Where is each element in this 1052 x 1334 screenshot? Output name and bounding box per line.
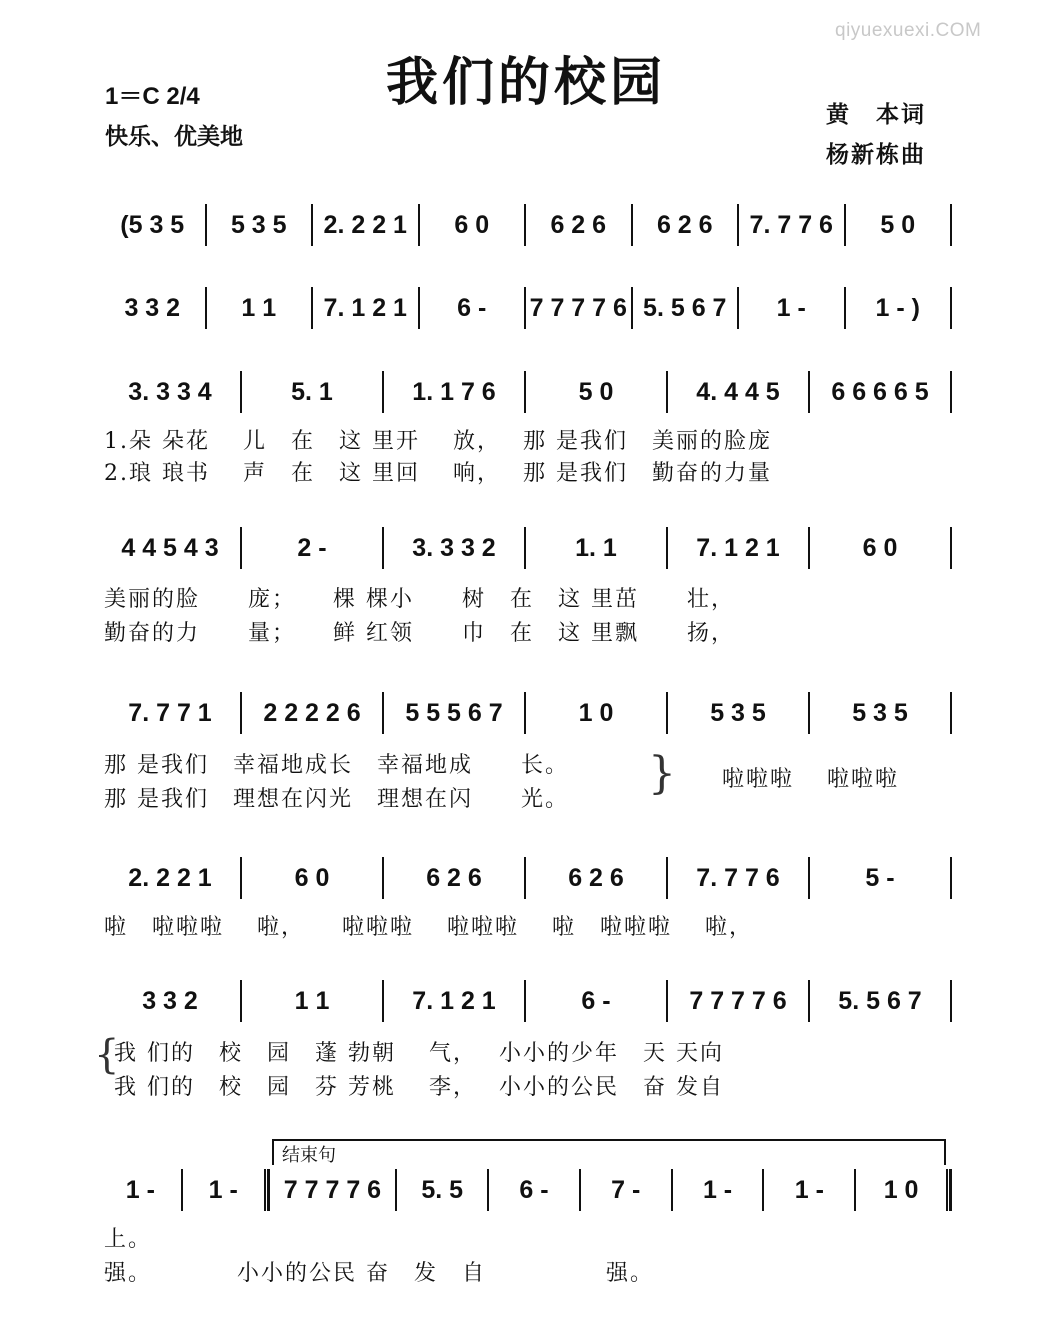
- score-line-6: [100, 858, 952, 898]
- lyricist-credit: 黄 本词: [826, 101, 926, 128]
- measure: 1 1: [241, 293, 277, 322]
- measure: 7 7 7 7 6: [689, 986, 787, 1015]
- measure: 7. 1 2 1: [696, 533, 780, 562]
- lyric-verse-1: 那 是我们 幸福地成长 幸福地成 长。: [104, 753, 569, 778]
- lyric-chorus-la: 啦啦啦 啦啦啦: [722, 767, 899, 792]
- tempo-marking: 快乐、优美地: [105, 124, 243, 150]
- composer-credit: 杨新栋曲: [826, 141, 926, 168]
- score-line-1: [100, 205, 952, 245]
- measure: 5 0: [578, 377, 614, 406]
- measure: 1. 1: [575, 533, 617, 562]
- measure: 3. 3 3 2: [412, 533, 496, 562]
- measure: 2 -: [297, 533, 327, 562]
- score-line-7: [100, 981, 952, 1021]
- measure: 6 -: [581, 986, 611, 1015]
- score-line-2: [100, 288, 952, 328]
- measure: 6 2 6: [568, 863, 624, 892]
- measure: 5 5 5 6 7: [405, 698, 503, 727]
- ending-label: 结束句: [282, 1145, 336, 1166]
- measure: 7. 7 7 6: [696, 863, 780, 892]
- measure: 5. 5 6 7: [838, 986, 922, 1015]
- measure: 6 2 6: [656, 210, 713, 239]
- lyric-ending-1: 上。: [104, 1227, 153, 1252]
- measure: 6 2 6: [426, 863, 482, 892]
- measure: 5. 1: [291, 377, 333, 406]
- measure: 1 -: [702, 1175, 733, 1204]
- lyric-verse-2: 那 是我们 理想在闪光 理想在闪 光。: [104, 787, 569, 812]
- measure: 4 4 5 4 3: [121, 533, 219, 562]
- measure: 1 -: [208, 1175, 238, 1204]
- measure: 1 1: [294, 986, 330, 1015]
- measure: 6 -: [457, 293, 487, 322]
- final-barline: [946, 1169, 952, 1211]
- lyric-verse-2: 我 们的 校 园 芬 芳桃 李， 小小的公民 奋 发自: [114, 1075, 724, 1100]
- measure: 5 0: [880, 210, 916, 239]
- measure: 7. 7 7 1: [128, 698, 212, 727]
- lyric-chorus: 啦 啦啦啦 啦， 啦啦啦 啦啦啦 啦 啦啦啦 啦，: [104, 915, 753, 940]
- score-line-8: [100, 1170, 952, 1210]
- measure: 1 -: [776, 293, 806, 322]
- measure: 6 0: [294, 863, 330, 892]
- measure: 1 0: [578, 698, 614, 727]
- score-line-5: [100, 693, 952, 733]
- measure: 1. 1 7 6: [412, 377, 496, 406]
- measure: 4. 4 4 5: [696, 377, 780, 406]
- song-title: 我们的校园: [385, 53, 666, 113]
- measure: 5 3 5: [230, 210, 287, 239]
- measure: 1 -: [125, 1175, 155, 1204]
- measure: 5 -: [865, 863, 895, 892]
- lyric-verse-2: 2.琅 琅书 声 在 这 里回 响， 那 是我们 勤奋的力量: [104, 461, 772, 486]
- watermark-text: qiyuexuexi.COM: [835, 20, 982, 41]
- lyric-verse-2: 勤奋的力 量； 鲜 红领 巾 在 这 里飘 扬，: [104, 621, 735, 646]
- measure: 6 0: [454, 210, 490, 239]
- measure: 2. 2 2 1: [323, 210, 407, 239]
- measure: 6 2 6: [550, 210, 607, 239]
- measure: 1 -: [794, 1175, 824, 1204]
- lyric-verse-1: 1.朵 朵花 儿 在 这 里开 放， 那 是我们 美丽的脸庞: [104, 429, 772, 454]
- measure: 3 3 2: [142, 986, 198, 1015]
- ending-bracket: [272, 1139, 946, 1165]
- key-signature: 1＝C 2/4: [105, 83, 200, 110]
- measure: 7. 7 7 6: [749, 210, 833, 239]
- measure: 6 -: [519, 1175, 549, 1204]
- measure: 5 3 5: [852, 698, 908, 727]
- brace-icon: {: [94, 1032, 120, 1078]
- measure: 5 3 5: [710, 698, 766, 727]
- measure: 6 0: [862, 533, 898, 562]
- brace-icon: }: [648, 748, 676, 799]
- measure: 7 -: [611, 1175, 641, 1204]
- measure: 7. 1 2 1: [412, 986, 496, 1015]
- measure: 2 2 2 2 6: [263, 698, 361, 727]
- score-line-3: [100, 372, 952, 412]
- measure: 1 0: [883, 1175, 919, 1204]
- measure: 7 7 7 7 6: [283, 1175, 382, 1204]
- measure: 2. 2 2 1: [128, 863, 212, 892]
- measure: 7 7 7 7 6: [529, 293, 627, 322]
- measure: 5. 5 6 7: [643, 293, 727, 322]
- lyric-verse-1: 美丽的脸 庞； 棵 棵小 树 在 这 里茁 壮，: [104, 587, 735, 612]
- measure: 3. 3 3 4: [128, 377, 212, 406]
- measure: 3 3 2: [124, 293, 181, 322]
- lyric-verse-1: 我 们的 校 园 蓬 勃朝 气， 小小的少年 天 天向: [114, 1041, 724, 1066]
- measure: 6 6 6 6 5: [831, 377, 929, 406]
- measure: (5 3 5: [120, 210, 185, 239]
- measure: 7. 1 2 1: [323, 293, 407, 322]
- measure: 1 - ): [875, 293, 920, 322]
- score-line-4: [100, 528, 952, 568]
- lyric-ending-2: 强。 小小的公民 奋 发 自 强。: [104, 1261, 654, 1286]
- measure: 5. 5: [421, 1175, 464, 1204]
